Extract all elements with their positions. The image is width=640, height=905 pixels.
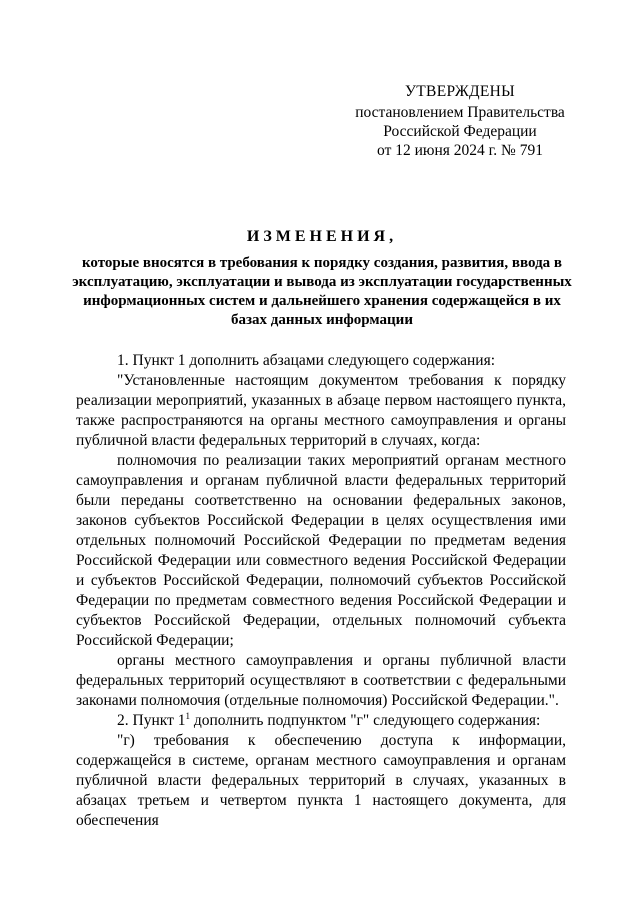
paragraph-4: органы местного самоуправления и органы публичной власти федеральных территорий осуществляют в соответствии с федеральными законами полномочия (отдельные полномочия) Российской Федерации.". [76, 652, 566, 709]
paragraph-6: "г) требования к обеспечению доступа к информации, содержащейся в системе, органам местного самоуправления и органам публичной власти федеральных территорий в случаях, указанных в абзацах третьем и четвертом пункта 1 настоящего документа, для обеспечения [76, 732, 566, 829]
approval-line-1: постановлением Правительства [355, 104, 565, 121]
paragraph-1: 1. Пункт 1 дополнить абзацами следующего содержания: [117, 352, 496, 369]
paragraph-5-end: дополнить подпунктом "г" следующего содержания: [189, 712, 541, 729]
paragraph-5 [76, 711, 566, 731]
approval-block [335, 82, 585, 160]
paragraph-5-superscript: 1 [185, 710, 190, 721]
document-title [70, 228, 574, 330]
approval-heading: УТВЕРЖДЕНЫ [405, 83, 515, 100]
document-body [76, 351, 566, 831]
title-subtitle: которые вносятся в требования к порядку создания, развития, ввода в эксплуатацию, эксплуатации и вывода из эксплуатации государственных информационных систем и дальнейшего хранения содержащейся в их базах данных информации [72, 255, 572, 328]
approval-line-2: Российской Федерации [383, 123, 537, 140]
paragraph-2: "Установленные настоящим документом требования к порядку реализации мероприятий, указанных в абзаце первом настоящего пункта, также распространяются на органы местного самоуправления и органы публичной власти федеральных территорий в случаях, когда: [76, 372, 566, 449]
paragraph-3: полномочия по реализации таких мероприятий органам местного самоуправления и органам публичной власти федеральных территорий были переданы соответственно на основании федеральных законов, законов субъектов Российской Федерации в целях осуществления ими отдельных полномочий Российской Федерации по предметам ведения Российской Федерации или совместного ведения Российской Федерации и субъектов Российской Федерации, полномочий субъектов Российской Федерации по предметам совместного ведения Российской Федерации и субъектов Российской Федерации, отдельных полномочий субъекта Российской Федерации; [76, 452, 566, 649]
approval-line-3: от 12 июня 2024 г. № 791 [377, 142, 543, 159]
title-main: ИЗМЕНЕНИЯ, [246, 228, 398, 245]
paragraph-5-start: 2. Пункт 1 [117, 712, 186, 729]
